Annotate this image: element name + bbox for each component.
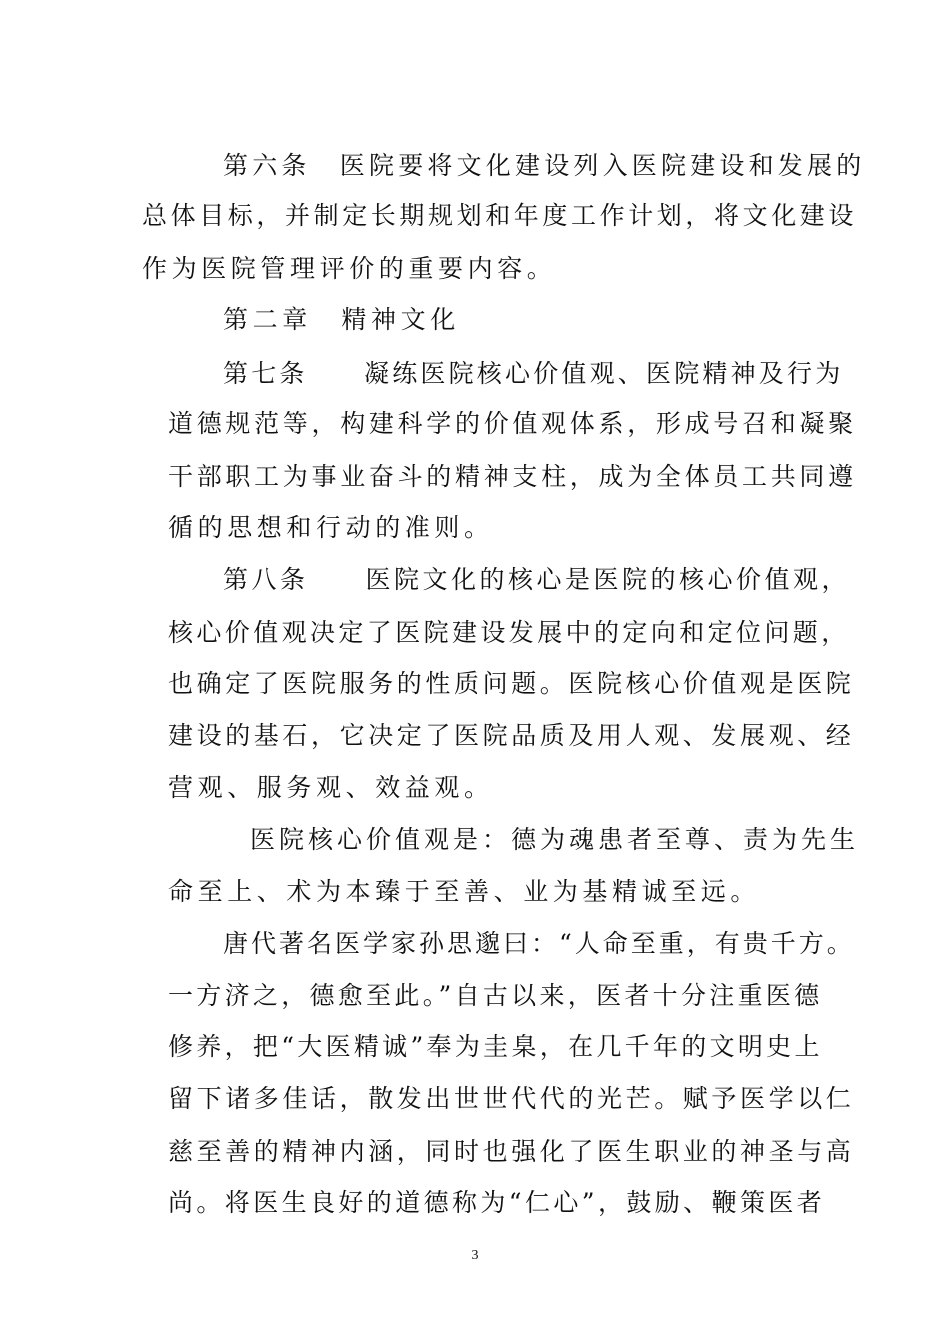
text-line: 营观、服务观、效益观。 bbox=[168, 773, 494, 802]
section-heading: 第二章 精神文化 bbox=[223, 305, 460, 334]
text-line: 慈至善的精神内涵，同时也强化了医生职业的神圣与高 bbox=[168, 1137, 855, 1166]
text-line: 总体目标，并制定长期规划和年度工作计划，将文化建设 bbox=[142, 201, 858, 230]
text-line: 建设的基石，它决定了医院品质及用人观、发展观、经 bbox=[168, 721, 855, 750]
text-line: 核心价值观决定了医院建设发展中的定向和定位问题， bbox=[168, 618, 850, 647]
text-line: 一方济之，德愈至此。”自古以来，医者十分注重医德 bbox=[168, 981, 823, 1010]
text-line: 也确定了医院服务的性质问题。医院核心价值观是医院 bbox=[168, 669, 855, 698]
text-line: 作为医院管理评价的重要内容。 bbox=[142, 254, 557, 283]
text-line: 第八条 医院文化的核心是医院的核心价值观， bbox=[223, 565, 851, 594]
text-line: 留下诸多佳话，散发出世世代代的光芒。赋予医学以仁 bbox=[168, 1084, 855, 1113]
text-line: 循的思想和行动的准则。 bbox=[168, 513, 494, 542]
page-number: 3 bbox=[471, 1248, 479, 1263]
text-line: 命至上、术为本臻于至善、业为基精诚至远。 bbox=[168, 877, 761, 906]
text-line: 唐代著名医学家孙思邈曰：“人命至重，有贵千方。 bbox=[223, 929, 855, 958]
text-line: 修养，把“大医精诚”奉为圭臬，在几千年的文明史上 bbox=[168, 1032, 823, 1061]
text-line: 第七条 凝练医院核心价值观、医院精神及行为 bbox=[223, 359, 844, 388]
text-line: 尚。将医生良好的道德称为“仁心”，鼓励、鞭策医者 bbox=[168, 1188, 826, 1217]
text-line: 第六条 医院要将文化建设列入医院建设和发展的 bbox=[223, 151, 866, 180]
text-line: 干部职工为事业奋斗的精神支柱，成为全体员工共同遵 bbox=[168, 462, 857, 491]
text-line: 医院核心价值观是：德为魂患者至尊、责为先生 bbox=[250, 825, 860, 854]
text-line: 道德规范等，构建科学的价值观体系，形成号召和凝聚 bbox=[168, 409, 857, 438]
